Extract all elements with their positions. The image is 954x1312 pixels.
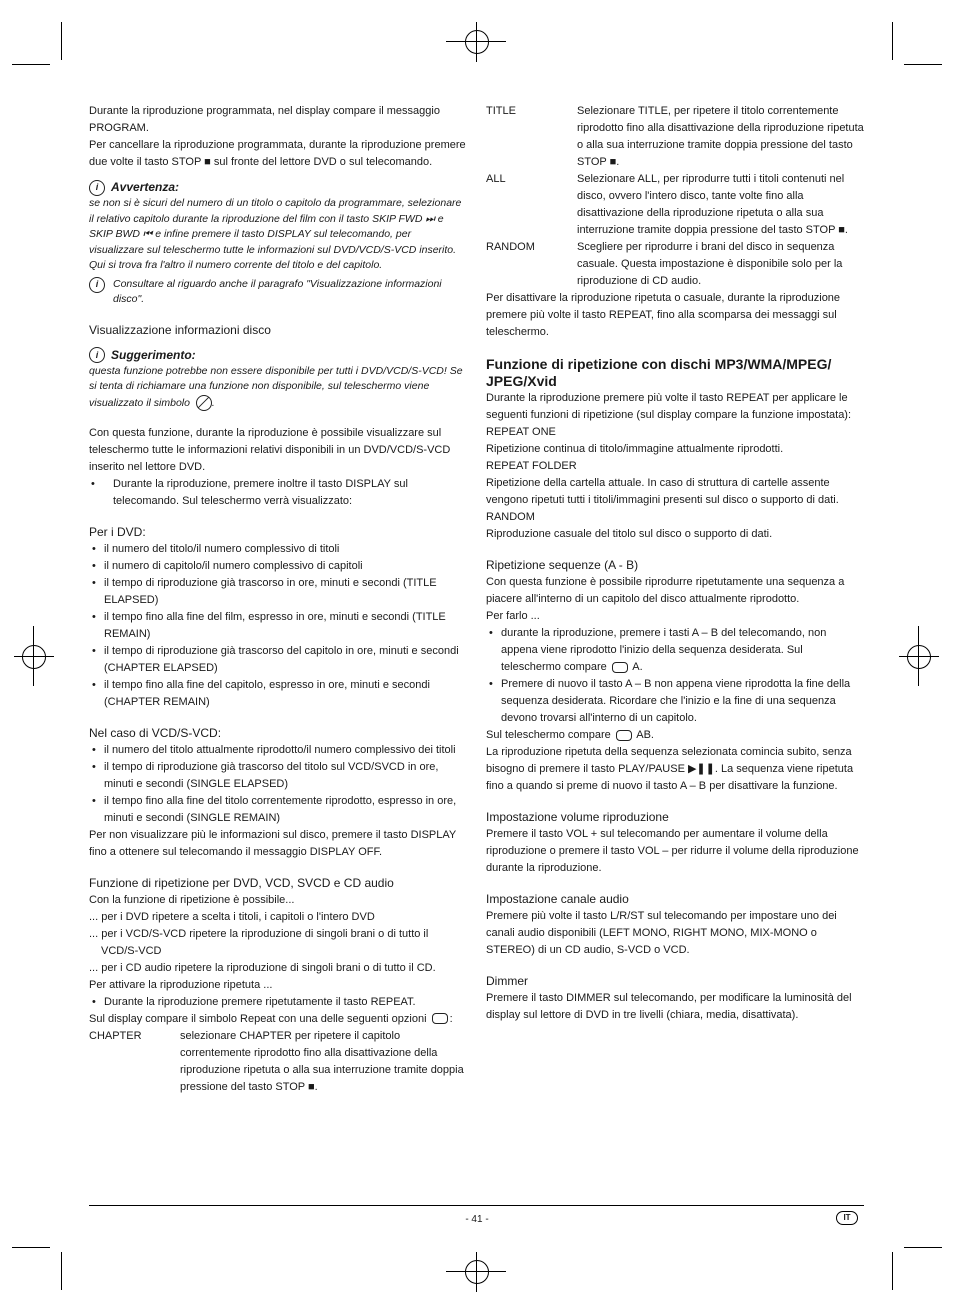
info-icon: i	[89, 347, 105, 363]
dimmer-heading: Dimmer	[486, 974, 528, 988]
repeat-options	[486, 103, 864, 290]
repeat-icon	[616, 730, 632, 741]
footer-rule	[89, 1205, 864, 1206]
warning-heading	[89, 179, 466, 196]
mp3-text: Ripetizione continua di titolo/immagine attualmente riprodotti.	[486, 443, 784, 455]
vcd-heading: Nel caso di VCD/S-VCD:	[89, 725, 222, 740]
crop-mark	[61, 1252, 62, 1290]
registration-line	[899, 656, 939, 657]
audio-heading: Impostazione canale audio	[486, 892, 629, 906]
list-item: • il numero del titolo/il numero complessivo di titoli	[89, 541, 466, 558]
option-desc: Scegliere per riprodurre i brani del disco in sequenza casuale. Questa impostazione è disponibile solo per la riproduzione di CD audio.	[577, 241, 843, 287]
mp3-heading: Funzione di ripetizione con dischi MP3/WMA/MPEG/ JPEG/Xvid	[486, 356, 832, 389]
ab-screen	[486, 727, 864, 744]
crop-mark	[904, 1247, 942, 1248]
registration-line	[14, 656, 54, 657]
repeat-line: ... per i VCD/S-VCD ripetere la riproduzione di singoli brani o di tutto il VCD/S-VCD	[89, 927, 429, 957]
repeat-icon	[432, 1013, 448, 1024]
option-desc: Selezionare ALL, per riprodurre tutti i titoli contenuti nel disco, ovvero l'intero disco, tante volte fino alla disattivazione della riproduzione ripetuta o alla sua interruzione tramite doppia pressione del tasto STOP ■.	[577, 173, 848, 236]
right-column	[486, 103, 864, 1024]
list-item: • il tempo di riproduzione già trascorso del capitolo in ore, minuti e secondi (CHAPTER ELAPSED)	[89, 643, 466, 677]
mp3-text: Ripetizione della cartella attuale. In caso di struttura di cartelle assente vengono ripetuti tutti i titoli/immagini presenti sul disco o supporto di dati.	[486, 477, 839, 506]
list-item: • Premere di nuovo il tasto A – B non appena viene riprodotta la fine della sequenza desiderata. Ricordare che l'inizio e la fine di una sequenza devono trovarsi all'interno di un capitolo.	[486, 676, 864, 727]
intro-program: Durante la riproduzione programmata, nel display compare il messaggio PROGRAM.	[89, 105, 440, 134]
list-item	[486, 625, 864, 676]
ab-intro: Con questa funzione è possibile riprodurre ripetutamente una sequenza a piacere all'interno di un capitolo del disco attualmente riprodotto.	[486, 576, 845, 605]
warning-note-text: Consultare al riguardo anche il paragrafo "Visualizzazione informazioni disco".	[113, 277, 442, 305]
defs-close: Per disattivare la riproduzione ripetuta o casuale, durante la riproduzione premere più volte il tasto REPEAT, fino alla scomparsa dei messaggi sul teleschermo.	[486, 292, 841, 338]
audio-text: Premere più volte il tasto L/R/ST sul telecomando per impostare uno dei canali audio disponibili (LEFT MONO, RIGHT MONO, MIX-MONO o STEREO) di un CD audio, S-VCD o VCD.	[486, 910, 837, 956]
mp3-intro: Durante la riproduzione premere più volte il tasto REPEAT per applicare le seguenti funzioni di ripetizione (sul display compare la funzione impostata):	[486, 392, 852, 421]
volume-heading: Impostazione volume riproduzione	[486, 810, 669, 824]
chapter-term: CHAPTER	[89, 1029, 142, 1042]
repeat-heading: Funzione di ripetizione per DVD, VCD, SVCD e CD audio	[89, 875, 394, 890]
left-column	[89, 103, 466, 1096]
vcd-list	[89, 742, 466, 827]
repeat-icon	[612, 662, 628, 673]
ab-bullet1-text: durante la riproduzione, premere i tasti A – B del telecomando, non appena viene riprodotto l'inizio della sequenza desiderata. Sul teleschermo compare	[501, 627, 827, 673]
registration-line	[476, 22, 477, 62]
list-item: • il tempo fino alla fine del capitolo, espresso in ore, minuti e secondi (CHAPTER REMAIN)	[89, 677, 466, 711]
crop-mark	[892, 22, 893, 60]
page-number: - 41 -	[465, 1214, 489, 1225]
ab-bullet1-end: A.	[632, 661, 643, 673]
dvd-heading: Per i DVD:	[89, 524, 146, 539]
option-desc: Selezionare TITLE, per ripetere il titolo correntemente riprodotto fino alla disattivazione della riproduzione ripetuta o alla sua interruzione tramite doppia pressione del tasto STOP ■.	[577, 105, 864, 168]
info-bullets	[89, 476, 466, 510]
ab-screen-text: Sul teleschermo compare	[486, 729, 611, 741]
info-icon: i	[89, 277, 105, 293]
tip-text-body: questa funzione potrebbe non essere disponibile per tutti i DVD/VCD/S-VCD! Se si tenta di richiamare una funzione non disponibile, sul teleschermo viene visualizzato il simbolo	[89, 364, 463, 409]
list-item: • il tempo di riproduzione già trascorso in ore, minuti e secondi (TITLE ELAPSED)	[89, 575, 466, 609]
list-item: • il tempo fino alla fine del film, espresso in ore, minuti e secondi (TITLE REMAIN)	[89, 609, 466, 643]
crop-mark	[12, 1247, 50, 1248]
ab-heading: Ripetizione sequenze (A - B)	[486, 558, 639, 572]
option-term: ALL	[486, 173, 506, 185]
info-icon: i	[89, 180, 105, 196]
repeat-display: Sul display compare il simbolo Repeat con una delle seguenti opzioni :	[89, 1012, 453, 1025]
crop-mark	[12, 64, 50, 65]
registration-line	[446, 1271, 506, 1272]
intro-cancel: Per cancellare la riproduzione programmata, durante la riproduzione premere due volte il tasto STOP ■ sul fronte del lettore DVD o sul telecomando.	[89, 139, 466, 168]
vcd-close: Per non visualizzare più le informazioni sul disco, premere il tasto DISPLAY fino a ottenere sul telecomando il messaggio DISPLAY OFF.	[89, 828, 457, 858]
list-item: • il tempo di riproduzione già trascorso del titolo sul VCD/SVCD in ore, minuti e secondi (SINGLE ELAPSED)	[89, 759, 466, 793]
ab-close: La riproduzione ripetuta della sequenza selezionata comincia subito, senza bisogno di premere il tasto PLAY/PAUSE ▶❚❚. La sequenza viene ripetuta fino a quando si preme di nuovo il tasto A – B per disattivare la funzione.	[486, 746, 854, 792]
repeat-line: Con la funzione di ripetizione è possibile...	[89, 893, 295, 906]
warning-text: se non si è sicuri del numero di un titolo o capitolo da programmare, selezionare il relativo capitolo durante la riproduzione del film con il tasto SKIP FWD ⏭ e SKIP BWD ⏮ e infine premere il tasto DISPLAY sul telecomando, per visualizzare sul teleschermo tutte le informazioni sul DVD/VCD/S-VCD inserito. Qui si trova fra l'altro il numero corrente del titolo e del capitolo.	[89, 197, 462, 271]
registration-mark	[465, 1260, 489, 1284]
warning-note	[89, 277, 466, 308]
crop-mark	[904, 64, 942, 65]
repeat-display-text: Sul display compare il simbolo Repeat con una delle seguenti opzioni	[89, 1012, 427, 1025]
section-heading-info: Visualizzazione informazioni disco	[89, 322, 271, 337]
crop-mark	[892, 1252, 893, 1290]
registration-mark	[22, 645, 46, 669]
chapter-definition	[89, 1028, 466, 1096]
mp3-label: REPEAT ONE	[486, 426, 556, 438]
repeat-line: ... per i DVD ripetere a scelta i titoli, i capitoli o l'intero DVD	[89, 910, 375, 923]
list-item: • il numero di capitolo/il numero complessivo di capitoli	[89, 558, 466, 575]
volume-text: Premere il tasto VOL + sul telecomando per aumentare il volume della riproduzione o premere il tasto VOL – per ridurre il volume della riproduzione durante la riproduzione.	[486, 828, 859, 874]
list-item: • Durante la riproduzione premere ripetutamente il tasto REPEAT.	[89, 994, 466, 1011]
info-paragraph: Con questa funzione, durante la riproduzione è possibile visualizzare sul teleschermo tutte le informazioni relativi disponibili in un DVD/VCD/S-VCD inserito nel lettore DVD.	[89, 426, 451, 473]
ab-screen-end: AB.	[636, 729, 654, 741]
repeat-line: Per attivare la riproduzione ripetuta ...	[89, 978, 273, 991]
chapter-desc: selezionare CHAPTER per ripetere il capitolo correntemente riprodotto fino alla disattivazione della riproduzione ripetuta o alla sua interruzione tramite doppia pressione del tasto STOP ■.	[180, 1029, 464, 1093]
registration-mark	[907, 645, 931, 669]
tip-heading	[89, 347, 466, 364]
warning-title: Avvertenza:	[111, 180, 180, 194]
crop-mark	[61, 22, 62, 60]
list-item: • il tempo fino alla fine del titolo correntemente riprodotto, espresso in ore, minuti e secondi (SINGLE REMAIN)	[89, 793, 466, 827]
ab-perfarlo: Per farlo ...	[486, 610, 540, 622]
tip-text: questa funzione potrebbe non essere disponibile per tutti i DVD/VCD/S-VCD! Se si tenta di richiamare una funzione non disponibile, sul teleschermo viene visualizzato il simbolo .	[89, 364, 466, 411]
registration-mark	[465, 30, 489, 54]
mp3-label: RANDOM	[486, 511, 535, 523]
list-item: • il numero del titolo attualmente riprodotto/il numero complessivo dei titoli	[89, 742, 466, 759]
repeat-line: ... per i CD audio ripetere la riproduzione di singoli brani o di tutto il CD.	[89, 961, 436, 974]
dimmer-text: Premere il tasto DIMMER sul telecomando, per modificare la luminosità del display sul lettore di DVD in tre livelli (chiara, media, disattivata).	[486, 992, 852, 1021]
mp3-label: REPEAT FOLDER	[486, 460, 577, 472]
registration-line	[476, 1252, 477, 1292]
dvd-list	[89, 541, 466, 711]
list-item: • Durante la riproduzione, premere inoltre il tasto DISPLAY sul telecomando. Sul teleschermo verrà visualizzato:	[89, 476, 466, 510]
option-term: RANDOM	[486, 241, 535, 253]
tip-title: Suggerimento:	[111, 347, 196, 362]
language-badge: IT	[836, 1211, 858, 1225]
repeat-bullets	[89, 994, 466, 1011]
ab-bullets	[486, 625, 864, 727]
registration-line	[446, 41, 506, 42]
prohibited-icon	[196, 395, 212, 411]
mp3-text: Riproduzione casuale del titolo sul disco o supporto di dati.	[486, 528, 773, 540]
option-term: TITLE	[486, 105, 516, 117]
